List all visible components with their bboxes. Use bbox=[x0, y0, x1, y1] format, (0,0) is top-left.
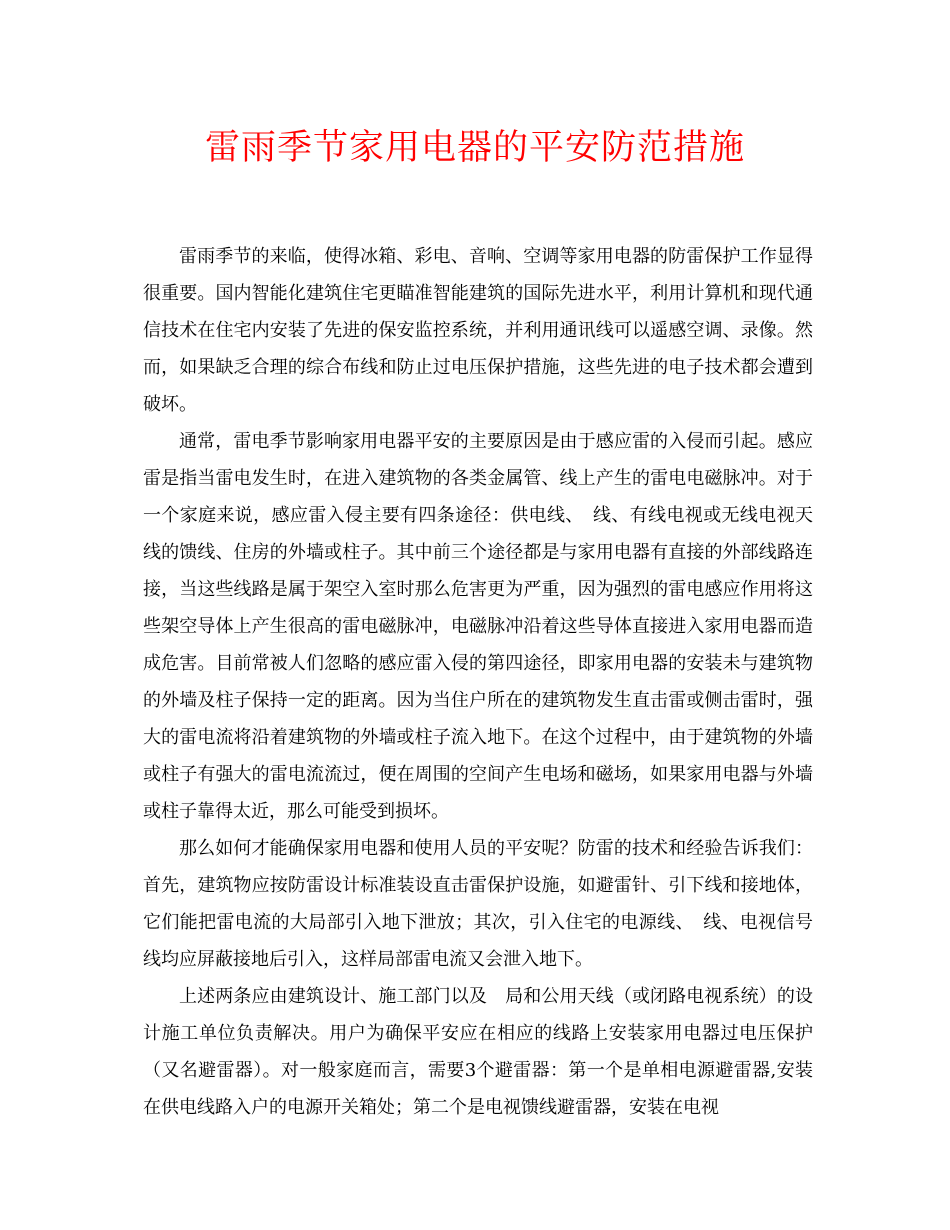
document-title: 雷雨季节家用电器的平安防范措施 bbox=[204, 128, 745, 168]
paragraph-2: 通常，雷电季节影响家用电器平安的主要原因是由于感应雷的入侵而引起。感应雷是指当雷电发生时，在进入建筑物的各类金属管、线上产生的雷电电磁脉冲。对于一个家庭来说，感应雷入侵主要有四条途径：供电线、 线、有线电视或无线电视天线的馈线、住房的外墙或柱子。其中前三个途径都是与家用电器有直接的外部线路连接，当这些线路是属于架空入室时那么危害更为严重，因为强烈的雷电感应作用将这些架空导体上产生很高的雷电磁脉冲，电磁脉冲沿着这些导体直接进入家用电器而造成危害。目前常被人们忽略的感应雷入侵的第四途径，即家用电器的安装未与建筑物的外墙及柱子保持一定的距离。因为当住户所在的建筑物发生直击雷或侧击雷时，强大的雷电流将沿着建筑物的外墙或柱子流入地下。在这个过程中，由于建筑物的外墙或柱子有强大的雷电流流过，便在周围的空间产生电场和磁场，如果家用电器与外墙或柱子靠得太近，那么可能受到损坏。 bbox=[143, 431, 813, 822]
paragraph-3: 那么如何才能确保家用电器和使用人员的平安呢？防雷的技术和经验告诉我们：首先，建筑物应按防雷设计标准装设直击雷保护设施，如避雷针、引下线和接地体，它们能把雷电流的大局部引入地下泄放；其次，引入住宅的电源线、 线、电视信号线均应屏蔽接地后引入，这样局部雷电流又会泄入地下。 bbox=[143, 838, 813, 970]
paragraph-4: 上述两条应由建筑设计、施工部门以及 局和公用天线（或闭路电视系统）的设计施工单位负责解决。用户为确保平安应在相应的线路上安装家用电器过电压保护（又名避雷器）。对一般家庭而言，需要3个避雷器：第一个是单相电源避雷器,安装在供电线路入户的电源开关箱处；第二个是电视馈线避雷器，安装在电视 bbox=[143, 986, 813, 1118]
document-body bbox=[143, 238, 813, 1126]
paragraph-1: 雷雨季节的来临，使得冰箱、彩电、音响、空调等家用电器的防雷保护工作显得很重要。国内智能化建筑住宅更瞄准智能建筑的国际先进水平，利用计算机和现代通信技术在住宅内安装了先进的保安监控系统，并利用通讯线可以遥感空调、录像。然而，如果缺乏合理的综合布线和防止过电压保护措施，这些先进的电子技术都会遭到破坏。 bbox=[143, 246, 813, 415]
